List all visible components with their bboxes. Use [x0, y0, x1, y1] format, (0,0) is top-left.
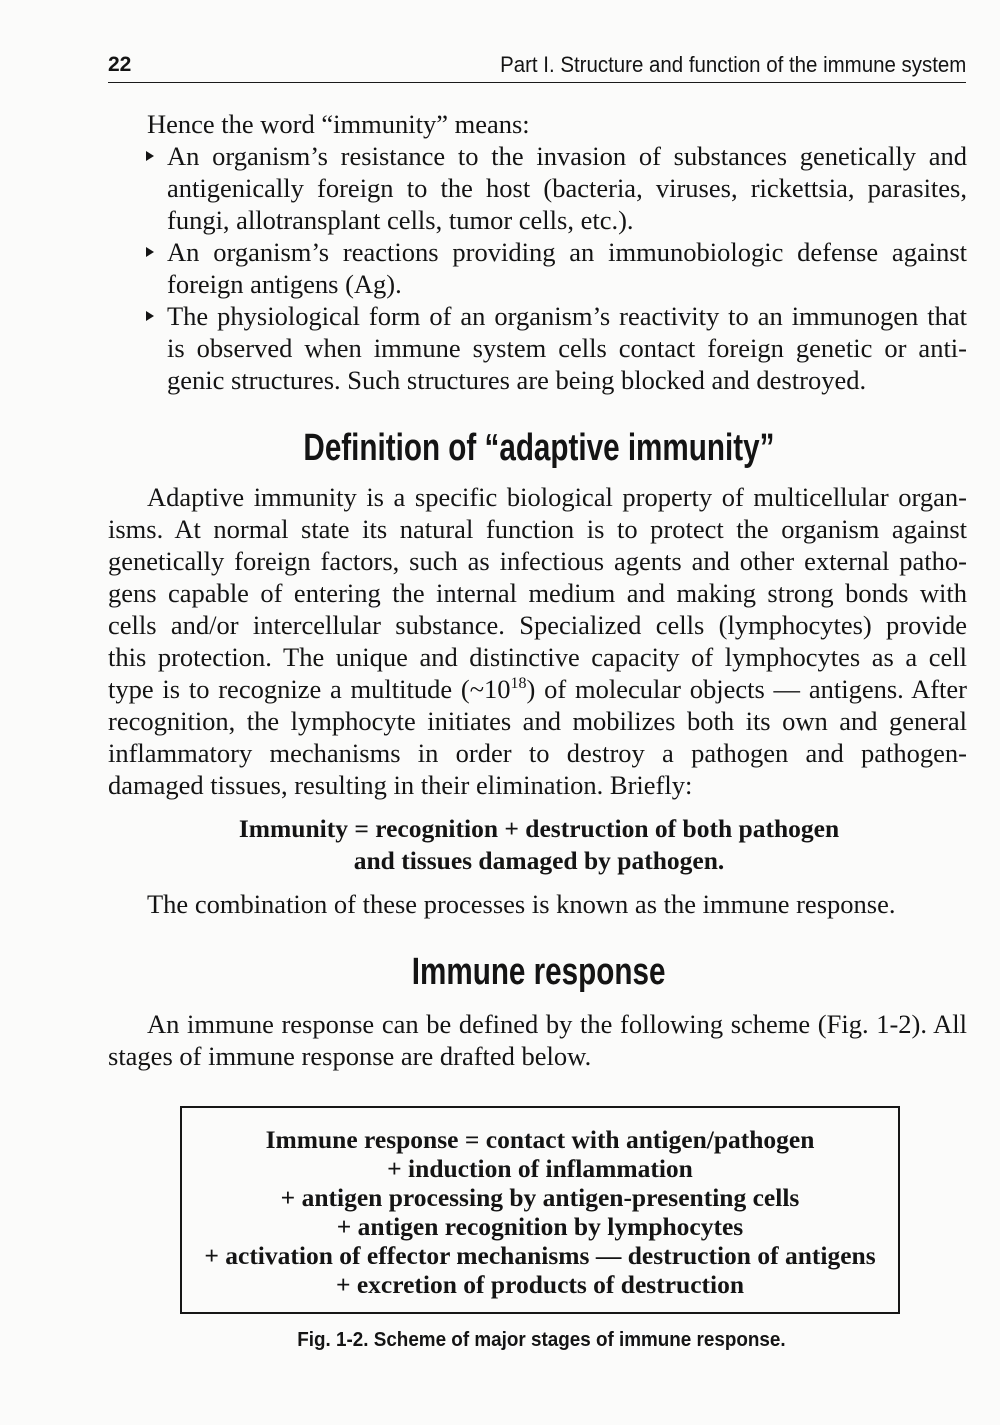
superscript-exponent: 18 — [510, 675, 527, 692]
adaptive-immunity-paragraph — [108, 481, 967, 801]
closing-paragraph — [108, 888, 967, 920]
paragraph-line: this protection. The unique and distinctive capacity of lymphocytes as a cell — [108, 642, 967, 672]
paragraph-line: genetically foreign factors, such as infectious agents and other external patho- — [108, 546, 967, 576]
bullet-text-line: The physiological form of an organism’s reactivity to an immunogen that — [167, 301, 967, 331]
paragraph-line: gens capable of entering the internal medium and making strong bonds with — [108, 578, 967, 608]
scheme-line: + excretion of products of destruction — [335, 1270, 745, 1299]
formula-line: Immunity = recognition + destruction of both pathogen — [238, 814, 840, 843]
paragraph-line: The combination of these processes is known as the immune response. — [147, 889, 896, 919]
triangle-bullet-icon — [146, 247, 154, 257]
paragraph-line: An immune response can be defined by the following scheme (Fig. 1-2). All — [147, 1009, 967, 1039]
bullet-text-line: foreign antigens (Ag). — [167, 269, 402, 299]
paragraph-text: ) of molecular objects — antigens. After — [526, 674, 967, 704]
bullet-text-line: is observed when immune system cells contact foreign genetic or anti- — [167, 333, 967, 363]
paragraph-line: stages of immune response are drafted below. — [108, 1041, 592, 1071]
bullet-text-line: genic structures. Such structures are being blocked and destroyed. — [167, 365, 867, 395]
section-heading-text: Immune response — [412, 951, 666, 993]
running-title — [108, 51, 966, 79]
scheme-line: + antigen recognition by lymphocytes — [336, 1212, 744, 1241]
scheme-line: Immune response = contact with antigen/pathogen — [265, 1125, 815, 1154]
immunity-formula — [108, 813, 970, 877]
bullet-text-line: antigenically foreign to the host (bacteria, viruses, rickettsia, parasites, — [167, 173, 967, 203]
section-heading-immune-response — [108, 949, 970, 995]
bullet-text-line: fungi, allotransplant cells, tumor cells, etc.). — [167, 205, 634, 235]
intro-lead: Hence the word “immunity” means: — [147, 109, 530, 139]
paragraph-text: type is to recognize a multitude (~10 — [108, 674, 511, 704]
scheme-lines — [182, 1125, 898, 1299]
section-heading-text: Definition of “adaptive immunity” — [303, 427, 775, 469]
bullet-item — [108, 140, 967, 236]
triangle-bullet-icon — [146, 151, 154, 161]
formula-line: and tissues damaged by pathogen. — [353, 846, 725, 875]
paragraph-line: inflammatory mechanisms in order to destroy a pathogen and pathogen- — [108, 738, 967, 768]
scheme-line: + antigen processing by antigen-presenting cells — [280, 1183, 800, 1212]
immune-response-paragraph — [108, 1008, 967, 1072]
bullet-item — [108, 236, 967, 300]
paragraph-line: isms. At normal state its natural function is to protect the organism against — [108, 514, 967, 544]
intro-section — [108, 108, 967, 396]
running-title-text: Part I. Structure and function of the immune system — [499, 52, 966, 77]
page-number: 22 — [108, 53, 132, 76]
paragraph-line: damaged tissues, resulting in their elimination. Briefly: — [108, 770, 693, 800]
paragraph-line: Adaptive immunity is a specific biological property of multicellular organ- — [147, 482, 967, 512]
bullet-item — [108, 300, 967, 396]
paragraph-line — [108, 673, 967, 705]
scheme-line: + induction of inflammation — [387, 1154, 693, 1183]
figure-caption-text: Fig. 1-2. Scheme of major stages of immune response. — [296, 1328, 786, 1351]
paragraph-line: cells and/or intercellular substance. Specialized cells (lymphocytes) provide — [108, 610, 967, 640]
header-rule — [108, 82, 966, 83]
bullet-text-line: An organism’s reactions providing an immunobiologic defense against — [167, 237, 967, 267]
figure-caption — [108, 1327, 974, 1353]
scheme-line: + activation of effector mechanisms — destruction of antigens — [204, 1241, 876, 1270]
triangle-bullet-icon — [146, 311, 154, 321]
immune-response-scheme-box — [180, 1106, 900, 1314]
section-heading-adaptive-immunity — [108, 425, 970, 471]
paragraph-line: recognition, the lymphocyte initiates and mobilizes both its own and general — [108, 706, 967, 736]
bullet-text-line: An organism’s resistance to the invasion of substances genetically and — [167, 141, 967, 171]
